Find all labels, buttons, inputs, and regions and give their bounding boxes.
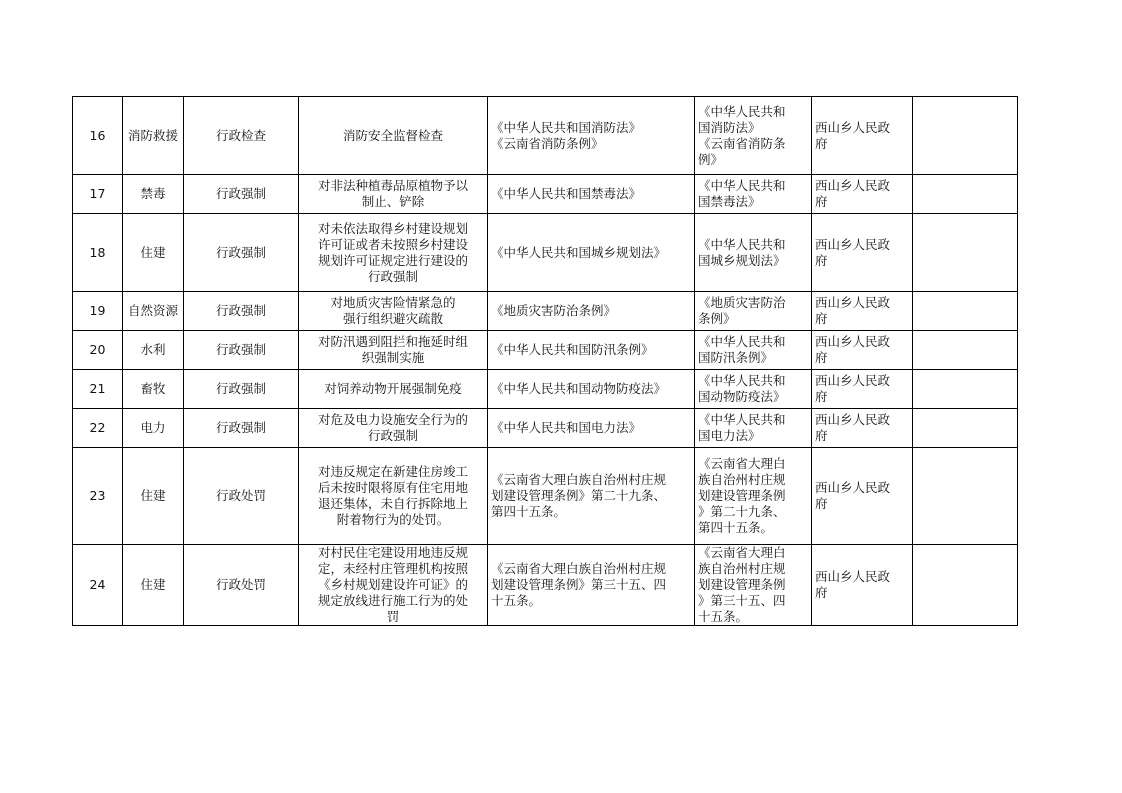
row-number-text: 16 [89,127,106,143]
regulation-table [72,96,1018,626]
row-number [73,448,123,545]
field-cell [123,292,184,331]
legal-basis-short-cell-text: 《中华人民共和 国电力法》 [698,412,786,443]
action-type-cell-text: 行政处罚 [215,577,266,592]
row-number-text: 23 [89,488,106,503]
legal-basis-cell [488,331,695,370]
table-row [73,292,1018,331]
action-type-cell-text: 行政强制 [215,244,266,260]
subject-cell [812,370,913,409]
legal-basis-cell-text: 《中华人民共和国动物防疫法》 [491,381,667,396]
item-cell-text: 对非法种植毒品原植物予以 制止、铲除 [317,178,468,209]
field-cell [123,545,184,626]
legal-basis-short-cell-text: 《云南省大理白 族自治州村庄规 划建设管理条例 》第三十五、四 十五条。 [698,545,786,624]
subject-cell [812,409,913,448]
action-type-cell-text: 行政强制 [215,303,266,318]
legal-basis-cell [488,214,695,292]
subject-cell-text: 西山乡人民政 府 [815,480,891,511]
note-cell [913,292,1018,331]
field-cell-text: 住建 [140,488,166,503]
legal-basis-cell [488,97,695,175]
subject-cell [812,448,913,545]
legal-basis-cell-text: 《云南省大理白族自治州村庄规 划建设管理条例》第二十九条、 第四十五条。 [491,472,667,519]
field-cell-text: 自然资源 [127,303,178,318]
field-cell-text: 禁毒 [140,186,166,201]
table-row [73,175,1018,214]
field-cell [123,97,184,175]
legal-basis-short-cell-text: 《地质灾害防治 条例》 [698,295,786,326]
legal-basis-short-cell [695,292,812,331]
legal-basis-short-cell [695,409,812,448]
item-cell [299,545,488,626]
legal-basis-cell-text: 《中华人民共和国电力法》 [491,420,642,435]
item-cell [299,292,488,331]
legal-basis-cell [488,175,695,214]
subject-cell [812,331,913,370]
subject-cell [812,292,913,331]
legal-basis-short-cell [695,331,812,370]
action-type-cell [184,175,299,214]
item-cell [299,331,488,370]
legal-basis-short-cell-text: 《中华人民共和 国禁毒法》 [698,178,786,209]
table-row [73,214,1018,292]
row-number-text: 24 [89,577,106,592]
legal-basis-short-cell-text: 《中华人民共和 国动物防疫法》 [698,373,786,404]
table-row [73,545,1018,626]
note-cell [913,545,1018,626]
item-cell [299,370,488,409]
action-type-cell [184,331,299,370]
legal-basis-short-cell [695,448,812,545]
field-cell [123,370,184,409]
row-number-text: 22 [89,420,106,435]
legal-basis-short-cell-text: 《中华人民共和 国消防法》 《云南省消防条 例》 [698,103,786,167]
action-type-cell-text: 行政处罚 [215,488,266,503]
legal-basis-cell [488,448,695,545]
note-cell [913,214,1018,292]
action-type-cell-text: 行政检查 [215,127,266,143]
note-cell [913,175,1018,214]
table-row [73,331,1018,370]
item-cell-text: 对危及电力设施安全行为的 行政强制 [317,412,468,443]
action-type-cell-text: 行政强制 [215,381,266,396]
legal-basis-short-cell-text: 《云南省大理白 族自治州村庄规 划建设管理条例 》第二十九条、 第四十五条。 [698,456,786,535]
subject-cell-text: 西山乡人民政 府 [815,412,891,443]
item-cell [299,214,488,292]
action-type-cell [184,409,299,448]
legal-basis-cell [488,545,695,626]
table-body [73,97,1018,626]
legal-basis-short-cell [695,214,812,292]
action-type-cell [184,292,299,331]
subject-cell-text: 西山乡人民政 府 [815,334,891,365]
row-number-text: 19 [89,303,106,318]
item-cell-text: 对地质灾害险情紧急的 强行组织避灾疏散 [330,295,456,326]
action-type-cell [184,214,299,292]
subject-cell [812,175,913,214]
item-cell-text: 对防汛遇到阻拦和拖延时组 织强制实施 [317,334,468,365]
subject-cell-text: 西山乡人民政 府 [815,295,891,326]
table-row [73,370,1018,409]
item-cell-text: 对村民住宅建设用地违反规 定，未经村庄管理机构按照 《乡村规划建设许可证》的 规定放线进行施工行为的处 罚 [317,545,468,624]
subject-cell-text: 西山乡人民政 府 [815,178,891,209]
field-cell-text: 住建 [140,577,166,592]
row-number-text: 21 [89,381,106,396]
note-cell [913,448,1018,545]
field-cell [123,331,184,370]
row-number-text: 17 [89,186,106,201]
legal-basis-cell [488,409,695,448]
legal-basis-short-cell-text: 《中华人民共和 国城乡规划法》 [698,236,786,268]
legal-basis-cell-text: 《中华人民共和国防汛条例》 [491,342,654,357]
legal-basis-cell-text: 《云南省大理白族自治州村庄规 划建设管理条例》第三十五、四 十五条。 [491,561,667,608]
legal-basis-short-cell [695,97,812,175]
legal-basis-short-cell [695,370,812,409]
row-number [73,370,123,409]
legal-basis-short-cell-text: 《中华人民共和 国防汛条例》 [698,334,786,365]
field-cell [123,448,184,545]
legal-basis-cell-text: 《中华人民共和国城乡规划法》 [491,244,667,260]
legal-basis-cell [488,292,695,331]
item-cell [299,448,488,545]
item-cell-text: 对饲养动物开展强制免疫 [324,381,462,396]
subject-cell [812,97,913,175]
note-cell [913,409,1018,448]
row-number-text: 18 [89,244,106,260]
table-row [73,448,1018,545]
legal-basis-short-cell [695,545,812,626]
action-type-cell [184,97,299,175]
note-cell [913,331,1018,370]
item-cell-text: 对违反规定在新建住房竣工 后未按时限将原有住宅用地 退还集体，未自行拆除地上 附着物行为的处罚。 [317,464,468,527]
subject-cell [812,214,913,292]
row-number [73,214,123,292]
item-cell-text: 对未依法取得乡村建设规划 许可证或者未按照乡村建设 规划许可证规定进行建设的 行政强制 [317,220,468,284]
field-cell-text: 水利 [140,342,166,357]
item-cell [299,409,488,448]
action-type-cell-text: 行政强制 [215,420,266,435]
subject-cell-text: 西山乡人民政 府 [815,373,891,404]
field-cell [123,175,184,214]
item-cell-text: 消防安全监督检查 [342,127,443,143]
subject-cell-text: 西山乡人民政 府 [815,236,891,268]
subject-cell-text: 西山乡人民政 府 [815,569,891,600]
field-cell [123,214,184,292]
action-type-cell [184,370,299,409]
row-number [73,175,123,214]
field-cell [123,409,184,448]
legal-basis-short-cell [695,175,812,214]
subject-cell [812,545,913,626]
legal-basis-cell-text: 《中华人民共和国禁毒法》 [491,186,642,201]
action-type-cell-text: 行政强制 [215,342,266,357]
row-number [73,331,123,370]
action-type-cell [184,545,299,626]
legal-basis-cell [488,370,695,409]
legal-basis-cell-text: 《中华人民共和国消防法》 《云南省消防条例》 [491,119,642,151]
table-row [73,97,1018,175]
row-number [73,545,123,626]
field-cell-text: 畜牧 [140,381,166,396]
note-cell [913,97,1018,175]
item-cell [299,97,488,175]
row-number [73,292,123,331]
row-number [73,97,123,175]
action-type-cell-text: 行政强制 [215,186,266,201]
legal-basis-cell-text: 《地质灾害防治条例》 [491,303,617,318]
table-row [73,409,1018,448]
row-number-text: 20 [89,342,106,357]
row-number [73,409,123,448]
note-cell [913,370,1018,409]
action-type-cell [184,448,299,545]
field-cell-text: 消防救援 [127,127,178,143]
subject-cell-text: 西山乡人民政 府 [815,119,891,151]
item-cell [299,175,488,214]
field-cell-text: 住建 [140,244,166,260]
field-cell-text: 电力 [140,420,166,435]
